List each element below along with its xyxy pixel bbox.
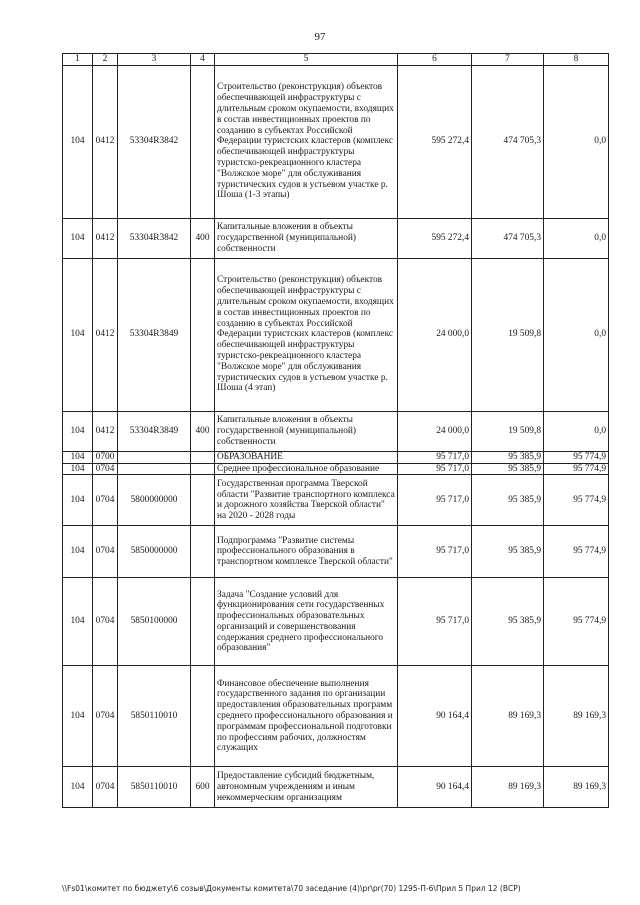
table-cell: 0,0 xyxy=(544,258,609,411)
table-cell: 95 385,9 xyxy=(472,578,544,666)
table-row xyxy=(63,767,609,808)
column-header: 8 xyxy=(544,54,609,66)
column-header: 4 xyxy=(191,54,215,66)
table-row xyxy=(63,411,609,451)
table-cell: 95 385,9 xyxy=(472,526,544,578)
table-cell: 0,0 xyxy=(544,411,609,451)
column-header: 1 xyxy=(63,54,93,66)
table-header-row xyxy=(63,54,609,66)
table-cell: 95 717,0 xyxy=(398,526,472,578)
table-cell: 104 xyxy=(63,767,93,808)
table-cell: 0704 xyxy=(93,475,118,526)
table-cell xyxy=(191,463,215,475)
table-cell: 19 509,8 xyxy=(472,258,544,411)
table-cell: 0,0 xyxy=(544,218,609,258)
table-cell: 95 717,0 xyxy=(398,451,472,463)
table-cell xyxy=(191,451,215,463)
table-cell: 104 xyxy=(63,258,93,411)
table-cell: 24 000,0 xyxy=(398,258,472,411)
table-cell: Подпрограмма "Развитие системы профессионального образования в транспортном комплексе Тверской области" xyxy=(215,526,398,578)
table-row xyxy=(63,463,609,475)
table-cell: 0704 xyxy=(93,463,118,475)
table-cell: Задача "Создание условий для функционирования сети государственных профессиональных образовательных организаций и совершенствования содержания среднего профессионального образования" xyxy=(215,578,398,666)
table-cell: ОБРАЗОВАНИЕ xyxy=(215,451,398,463)
table-cell: 104 xyxy=(63,475,93,526)
table-cell: 0412 xyxy=(93,258,118,411)
table-cell: 89 169,3 xyxy=(472,767,544,808)
table-cell: 90 164,4 xyxy=(398,666,472,767)
table-cell: 0700 xyxy=(93,451,118,463)
table-cell: 90 164,4 xyxy=(398,767,472,808)
table-cell: 104 xyxy=(63,451,93,463)
table-cell xyxy=(118,451,191,463)
table-cell: 24 000,0 xyxy=(398,411,472,451)
table-cell: 95 717,0 xyxy=(398,578,472,666)
column-header: 5 xyxy=(215,54,398,66)
table-cell xyxy=(191,258,215,411)
table-cell: 53304R3849 xyxy=(118,411,191,451)
table-cell: 104 xyxy=(63,65,93,218)
table-cell: Строительство (реконструкция) объектов обеспечивающей инфраструктуры с длительным сроком окупаемости, входящих в состав инвестиционных проектов по созданию в субъектах Российской Федерации туристских кластеров (комплекс обеспечивающей инфраструктуры туристско-рекреационного кластера "Волжское море" для обслуживания туристических судов в устьевом участке р. Шоша (4 этап) xyxy=(215,258,398,411)
table-cell: 5850110010 xyxy=(118,666,191,767)
table-cell: 0704 xyxy=(93,526,118,578)
table-cell: 5850110010 xyxy=(118,767,191,808)
table-row xyxy=(63,578,609,666)
column-header: 2 xyxy=(93,54,118,66)
table-cell: 0704 xyxy=(93,767,118,808)
table-cell: 95 774,9 xyxy=(544,463,609,475)
table-cell: 95 717,0 xyxy=(398,463,472,475)
table-cell: 95 385,9 xyxy=(472,463,544,475)
table-cell: 104 xyxy=(63,526,93,578)
table-cell xyxy=(191,666,215,767)
table-cell xyxy=(191,526,215,578)
table-cell: 53304R3849 xyxy=(118,258,191,411)
table-cell: 53304R3842 xyxy=(118,218,191,258)
table-cell: 104 xyxy=(63,463,93,475)
table-row xyxy=(63,258,609,411)
table-cell: 5800000000 xyxy=(118,475,191,526)
table-cell: 19 509,8 xyxy=(472,411,544,451)
table-cell: 0412 xyxy=(93,218,118,258)
table-cell: 95 717,0 xyxy=(398,475,472,526)
table-cell: 53304R3842 xyxy=(118,65,191,218)
table-cell: 0412 xyxy=(93,411,118,451)
table-cell: 89 169,3 xyxy=(472,666,544,767)
table-cell: 0704 xyxy=(93,666,118,767)
column-header: 6 xyxy=(398,54,472,66)
table-cell: 95 774,9 xyxy=(544,578,609,666)
table-cell: 474 705,3 xyxy=(472,65,544,218)
table-cell: 595 272,4 xyxy=(398,65,472,218)
table-cell: 474 705,3 xyxy=(472,218,544,258)
table-cell: 104 xyxy=(63,218,93,258)
table-cell: Капитальные вложения в объекты государственной (муниципальной) собственности xyxy=(215,218,398,258)
table-cell: Финансовое обеспечение выполнения государственного задания по организации предоставления образовательных программ среднего профессионального образования и программам профессиональной подготовки по профессиям рабочих, должностям служащих xyxy=(215,666,398,767)
table-row xyxy=(63,451,609,463)
table-cell: 400 xyxy=(191,218,215,258)
table-cell: 104 xyxy=(63,666,93,767)
table-cell: Строительство (реконструкция) объектов обеспечивающей инфраструктуры с длительным сроком окупаемости, входящих в состав инвестиционных проектов по созданию в субъектах Российской Федерации туристских кластеров (комплекс обеспечивающей инфраструктуры туристско-рекреационного кластера "Волжское море" для обслуживания туристических судов в устьевом участке р. Шоша (1-3 этапы) xyxy=(215,65,398,218)
table-cell: 104 xyxy=(63,411,93,451)
table-row xyxy=(63,65,609,218)
table-cell: 595 272,4 xyxy=(398,218,472,258)
table-row xyxy=(63,526,609,578)
table-cell: 95 774,9 xyxy=(544,526,609,578)
table-cell: Капитальные вложения в объекты государственной (муниципальной) собственности xyxy=(215,411,398,451)
table-cell xyxy=(191,475,215,526)
table-cell: 95 385,9 xyxy=(472,475,544,526)
table-cell: 0412 xyxy=(93,65,118,218)
table-cell: 95 385,9 xyxy=(472,451,544,463)
table-cell xyxy=(191,578,215,666)
table-cell: 95 774,9 xyxy=(544,451,609,463)
table-cell xyxy=(118,463,191,475)
table-cell: 400 xyxy=(191,411,215,451)
table-cell: 5850000000 xyxy=(118,526,191,578)
table-cell: 0704 xyxy=(93,578,118,666)
footer-file-path: \\Fs01\комитет по бюджету\6 созыв\Документы комитета\70 заседание (4)\pr\pr(70) 1295-П-6\Прил 5 Прил 12 (ВСР) xyxy=(62,884,521,893)
table-row xyxy=(63,475,609,526)
table-cell: 5850100000 xyxy=(118,578,191,666)
table-cell: Среднее профессиональное образование xyxy=(215,463,398,475)
table-row xyxy=(63,218,609,258)
table-cell xyxy=(191,65,215,218)
table-cell: 95 774,9 xyxy=(544,475,609,526)
table-cell: 0,0 xyxy=(544,65,609,218)
table-cell: 104 xyxy=(63,578,93,666)
column-header: 3 xyxy=(118,54,191,66)
table-cell: Государственная программа Тверской области "Развитие транспортного комплекса и дорожного хозяйства Тверской области" на 2020 - 2028 годы xyxy=(215,475,398,526)
table-cell: Предоставление субсидий бюджетным, автономным учреждениям и иным некоммерческим организациям xyxy=(215,767,398,808)
table-cell: 89 169,3 xyxy=(544,767,609,808)
table-row xyxy=(63,666,609,767)
table-cell: 89 169,3 xyxy=(544,666,609,767)
table-cell: 600 xyxy=(191,767,215,808)
page-number: 97 xyxy=(314,31,326,43)
budget-table xyxy=(62,53,609,808)
column-header: 7 xyxy=(472,54,544,66)
